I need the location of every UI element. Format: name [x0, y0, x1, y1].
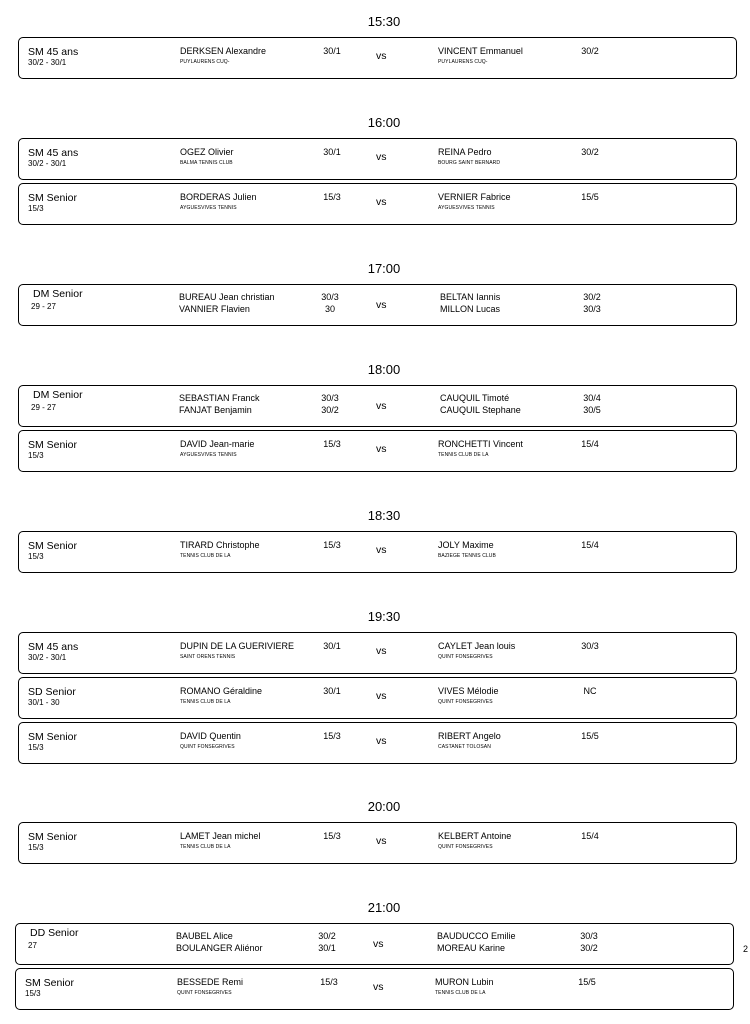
slot-time: 20:00 — [367, 799, 401, 814]
player2-name: VERNIER Fabrice — [438, 192, 511, 202]
player1-club: BALMA TENNIS CLUB — [180, 160, 233, 166]
player2-name: VIVES Mélodie — [438, 686, 499, 696]
team1-player-rank: 30 — [324, 304, 335, 314]
team2-player-name: BELTAN Iannis — [440, 292, 501, 302]
vs-label: vs — [376, 690, 387, 702]
player1-name: BESSEDE Remi — [177, 977, 244, 987]
player2-club: CASTANET TOLOSAN — [438, 744, 491, 750]
slot-time: 17:00 — [367, 261, 401, 276]
match-card — [18, 284, 737, 326]
player1-name: DERKSEN Alexandre — [180, 46, 267, 56]
player2-rank: 15/4 — [581, 831, 599, 841]
team1-player-name: VANNIER Flavien — [179, 304, 250, 314]
match-card — [18, 385, 737, 427]
player1-club: SAINT ORENS TENNIS — [180, 654, 236, 660]
match-category: DM Senior — [33, 389, 83, 401]
player1-club: QUINT FONSEGRIVES — [177, 990, 232, 996]
vs-label: vs — [376, 299, 387, 311]
player1-name: DAVID Quentin — [180, 731, 241, 741]
team1-player-name: BUREAU Jean christian — [179, 292, 275, 302]
match-category: SM Senior — [28, 192, 78, 204]
match-ranking-range: 27 — [28, 941, 37, 950]
player2-club: QUINT FONSEGRIVES — [438, 844, 493, 850]
vs-label: vs — [376, 735, 387, 747]
player1-name: LAMET Jean michel — [180, 831, 261, 841]
match-ranking-range: 15/3 — [28, 552, 44, 561]
player2-name: REINA Pedro — [438, 147, 492, 157]
team2-player-rank: 30/2 — [583, 292, 601, 302]
vs-label: vs — [373, 938, 384, 950]
match-ranking-range: 15/3 — [28, 743, 44, 752]
player1-club: AYGUESVIVES TENNIS — [180, 452, 237, 458]
team2-player-name: CAUQUIL Stephane — [440, 405, 521, 415]
player2-name: VINCENT Emmanuel — [438, 46, 523, 56]
player2-rank: 30/3 — [581, 641, 599, 651]
team2-player-name: BAUDUCCO Emilie — [437, 931, 516, 941]
team2-player-rank: 30/4 — [583, 393, 601, 403]
match-ranking-range: 15/3 — [25, 989, 41, 998]
match-category: SM Senior — [28, 831, 78, 843]
player2-name: KELBERT Antoine — [438, 831, 512, 841]
player1-club: TENNIS CLUB DE LA — [180, 844, 231, 850]
player2-rank: 15/5 — [581, 731, 599, 741]
player1-name: TIRARD Christophe — [180, 540, 260, 550]
player1-club: QUINT FONSEGRIVES — [180, 744, 235, 750]
match-card — [15, 923, 734, 965]
team1-player-rank: 30/3 — [321, 393, 339, 403]
match-category: SM 45 ans — [28, 147, 79, 159]
vs-label: vs — [376, 50, 387, 62]
team2-player-rank: 30/3 — [580, 931, 598, 941]
player1-name: BORDERAS Julien — [180, 192, 257, 202]
player1-club: AYGUESVIVES TENNIS — [180, 205, 237, 211]
slot-time: 21:00 — [367, 900, 401, 915]
team1-player-name: FANJAT Benjamin — [179, 405, 252, 415]
player2-club: BAZIEGE TENNIS CLUB — [438, 553, 496, 559]
vs-label: vs — [376, 544, 387, 556]
player1-rank: 15/3 — [320, 977, 338, 987]
slot-time: 16:00 — [367, 115, 401, 130]
player1-name: OGEZ Olivier — [180, 147, 234, 157]
vs-label: vs — [376, 151, 387, 163]
match-card — [18, 183, 737, 225]
match-ranking-range: 30/2 - 30/1 — [28, 159, 67, 168]
match-card — [18, 822, 737, 864]
match-category: DM Senior — [33, 288, 83, 300]
team2-player-name: MILLON Lucas — [440, 304, 501, 314]
match-card — [18, 531, 737, 573]
player2-name: CAYLET Jean louis — [438, 641, 516, 651]
match-card — [18, 37, 737, 79]
slot-time: 15:30 — [367, 14, 401, 29]
match-card — [15, 968, 734, 1010]
player1-rank: 30/1 — [323, 46, 341, 56]
vs-label: vs — [373, 981, 384, 993]
vs-label: vs — [376, 196, 387, 208]
match-category: SM Senior — [25, 977, 75, 989]
team2-player-rank: 30/2 — [580, 943, 598, 953]
player1-name: DAVID Jean-marie — [180, 439, 255, 449]
team2-player-name: CAUQUIL Timoté — [440, 393, 510, 403]
team1-player-name: BOULANGER Aliénor — [176, 943, 263, 953]
player2-club: QUINT FONSEGRIVES — [438, 699, 493, 705]
player2-club: BOURG SAINT BERNARD — [438, 160, 501, 166]
player2-name: JOLY Maxime — [438, 540, 494, 550]
match-category: SM 45 ans — [28, 46, 79, 58]
player2-rank: 15/4 — [581, 540, 599, 550]
team2-player-name: MOREAU Karine — [437, 943, 506, 953]
team1-player-rank: 30/2 — [318, 931, 336, 941]
player2-club: PUYLAURENS CUQ- — [438, 59, 488, 65]
player2-name: RONCHETTI Vincent — [438, 439, 523, 449]
player1-name: DUPIN DE LA GUERIVIERE — [180, 641, 295, 651]
player2-rank: 15/5 — [581, 192, 599, 202]
match-ranking-range: 29 - 27 — [31, 302, 56, 311]
slot-time: 18:30 — [367, 508, 401, 523]
match-ranking-range: 29 - 27 — [31, 403, 56, 412]
player1-rank: 15/3 — [323, 192, 341, 202]
match-category: DD Senior — [30, 927, 79, 939]
vs-label: vs — [376, 443, 387, 455]
team2-player-rank: 30/3 — [583, 304, 601, 314]
player1-name: ROMANO Géraldine — [180, 686, 263, 696]
slot-time: 18:00 — [367, 362, 401, 377]
match-ranking-range: 30/2 - 30/1 — [28, 58, 67, 67]
player1-rank: 15/3 — [323, 439, 341, 449]
match-category: SM Senior — [28, 731, 78, 743]
match-category: SM Senior — [28, 540, 78, 552]
player2-club: QUINT FONSEGRIVES — [438, 654, 493, 660]
player1-club: TENNIS CLUB DE LA — [180, 699, 231, 705]
player1-rank: 30/1 — [323, 686, 341, 696]
match-card — [18, 138, 737, 180]
match-category: SM 45 ans — [28, 641, 79, 653]
vs-label: vs — [376, 835, 387, 847]
match-card — [18, 632, 737, 674]
player2-club: TENNIS CLUB DE LA — [435, 990, 486, 996]
team1-player-rank: 30/1 — [318, 943, 336, 953]
player2-rank: 30/2 — [581, 147, 599, 157]
player2-rank: NC — [583, 686, 597, 696]
vs-label: vs — [376, 645, 387, 657]
slot-time: 19:30 — [367, 609, 401, 624]
team1-player-name: BAUBEL Alice — [176, 931, 233, 941]
match-card — [18, 430, 737, 472]
player2-rank: 15/5 — [578, 977, 596, 987]
vs-label: vs — [376, 400, 387, 412]
match-ranking-range: 15/3 — [28, 843, 44, 852]
player1-club: PUYLAURENS CUQ- — [180, 59, 230, 65]
match-card — [18, 677, 737, 719]
team1-player-rank: 30/2 — [321, 405, 339, 415]
team1-player-rank: 30/3 — [321, 292, 339, 302]
match-card — [18, 722, 737, 764]
player1-rank: 15/3 — [323, 831, 341, 841]
player1-rank: 15/3 — [323, 540, 341, 550]
player2-name: RIBERT Angelo — [438, 731, 501, 741]
player1-club: TENNIS CLUB DE LA — [180, 553, 231, 559]
player1-rank: 30/1 — [323, 641, 341, 651]
match-ranking-range: 30/1 - 30 — [28, 698, 60, 707]
player2-club: TENNIS CLUB DE LA — [438, 452, 489, 458]
team2-player-rank: 30/5 — [583, 405, 601, 415]
match-ranking-range: 30/2 - 30/1 — [28, 653, 67, 662]
match-ranking-range: 15/3 — [28, 204, 44, 213]
player2-club: AYGUESVIVES TENNIS — [438, 205, 495, 211]
match-ranking-range: 15/3 — [28, 451, 44, 460]
player2-rank: 15/4 — [581, 439, 599, 449]
page-number: 2 — [743, 944, 749, 954]
player2-name: MURON Lubin — [435, 977, 494, 987]
player1-rank: 15/3 — [323, 731, 341, 741]
player1-rank: 30/1 — [323, 147, 341, 157]
match-category: SM Senior — [28, 439, 78, 451]
match-category: SD Senior — [28, 686, 76, 698]
player2-rank: 30/2 — [581, 46, 599, 56]
team1-player-name: SEBASTIAN Franck — [179, 393, 260, 403]
